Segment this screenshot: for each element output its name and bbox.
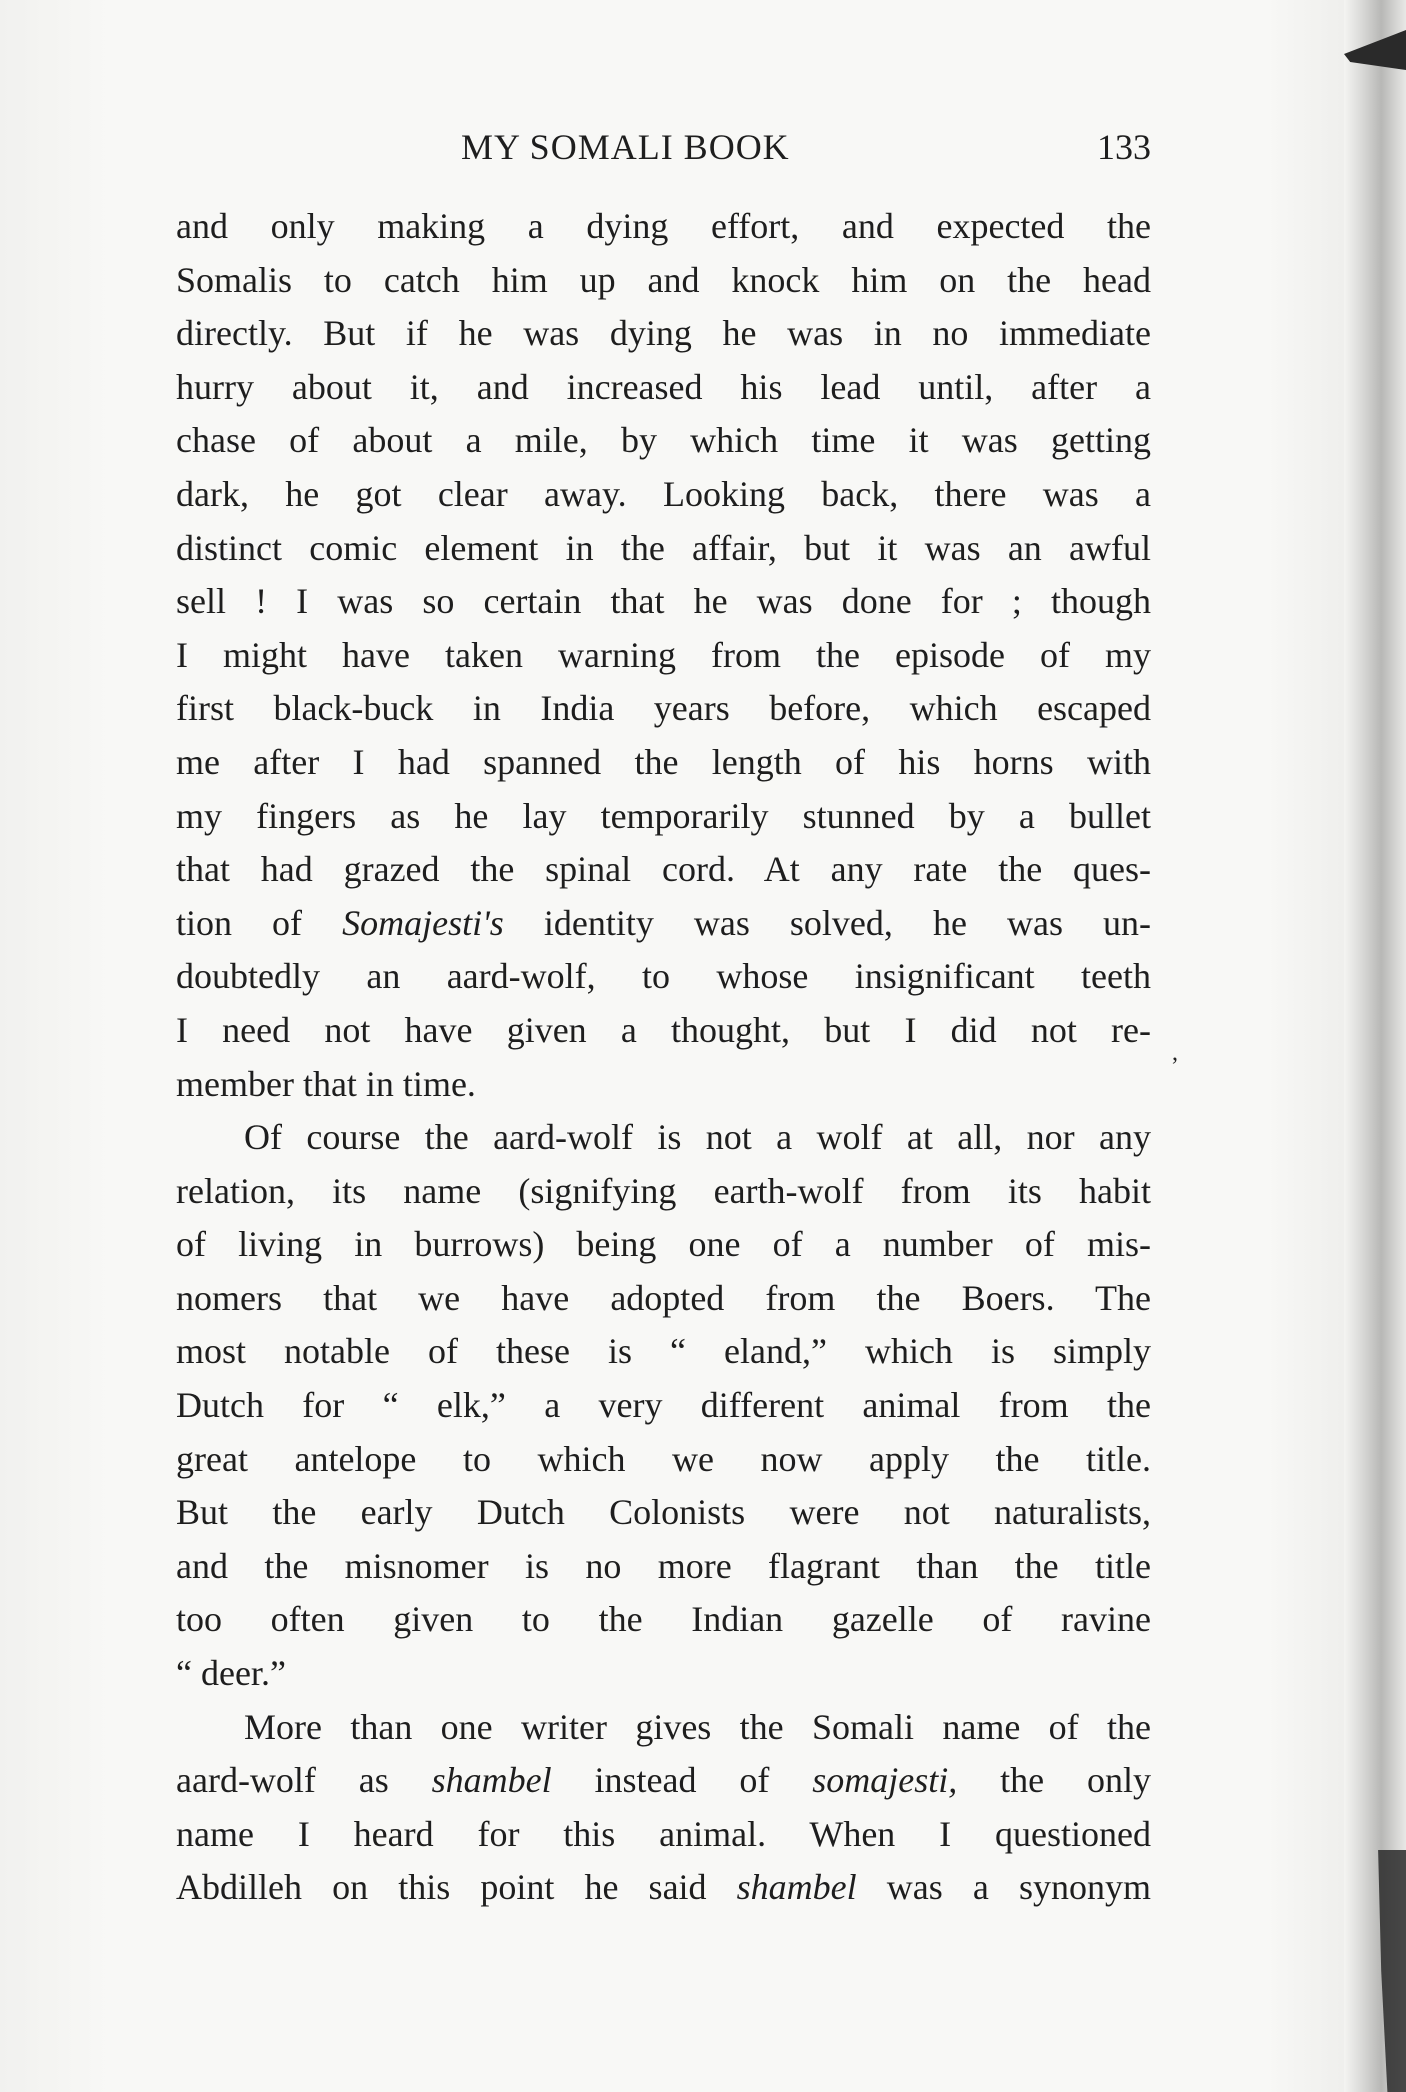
page-number: 133 (1097, 127, 1151, 167)
text-line: nomers that we have adopted from the Boers. The (176, 1277, 1151, 1318)
text-run: tion of (176, 902, 343, 943)
text-run: the only (957, 1760, 1151, 1801)
text-line: Dutch for “ elk,” a very different animal from the (176, 1385, 1151, 1426)
text-run: identity was solved, he was un- (503, 902, 1151, 943)
text-run: instead of (551, 1760, 813, 1801)
text-line: relation, its name (signifying earth-wolf from its habit (176, 1170, 1151, 1211)
text-line (176, 1861, 1151, 1915)
text-line: Of course the aard-wolf is not a wolf at all, nor any (244, 1117, 1151, 1158)
text-line: name I heard for this animal. When I questioned (176, 1813, 1151, 1854)
text-line: member that in time. (176, 1063, 476, 1104)
text-line: chase of about a mile, by which time it was getting (176, 420, 1151, 461)
text-line: that had grazed the spinal cord. At any rate the ques- (176, 849, 1151, 890)
text-line: of living in burrows) being one of a number of mis- (176, 1224, 1151, 1265)
italic-term: shambel (736, 1867, 857, 1908)
text-line: distinct comic element in the affair, but it was an awful (176, 527, 1151, 568)
text-line: and the misnomer is no more flagrant than the title (176, 1545, 1151, 1586)
text-line: and only making a dying effort, and expected the (176, 206, 1151, 246)
text-line: most notable of these is “ eland,” which is simply (176, 1331, 1151, 1372)
text-line: great antelope to which we now apply the title. (176, 1438, 1151, 1479)
page-body (176, 200, 1151, 1915)
text-line: sell ! I was so certain that he was done for ; though (176, 581, 1151, 622)
text-run: Abdilleh on this point he said (176, 1867, 737, 1908)
text-line: first black-buck in India years before, which escaped (176, 688, 1151, 729)
italic-term: Somajesti's (342, 902, 504, 943)
text-line: More than one writer gives the Somali name of the (244, 1706, 1151, 1747)
text-line: But the early Dutch Colonists were not naturalists, (176, 1492, 1151, 1533)
page-header (176, 126, 1151, 170)
running-title: MY SOMALI BOOK (461, 127, 790, 167)
text-line: me after I had spanned the length of his horns with (176, 741, 1151, 782)
text-line: Somalis to catch him up and knock him on the head (176, 259, 1151, 300)
text-line: doubtedly an aard-wolf, to whose insignificant teeth (176, 956, 1151, 997)
text-line: hurry about it, and increased his lead until, after a (176, 366, 1151, 407)
text-line: “ deer.” (176, 1653, 286, 1694)
margin-mark: , (1172, 1040, 1178, 1066)
italic-term: shambel (431, 1760, 552, 1801)
text-line (176, 897, 1151, 951)
text-line (176, 1754, 1151, 1808)
text-line: my fingers as he lay temporarily stunned by a bullet (176, 795, 1151, 836)
text-line: I need not have given a thought, but I did not re- (176, 1009, 1151, 1050)
italic-term: somajesti, (812, 1760, 958, 1801)
text-line: directly. But if he was dying he was in no immediate (176, 313, 1151, 354)
text-run: aard-wolf as (176, 1760, 432, 1801)
page-edge (1344, 0, 1406, 2092)
text-line: too often given to the Indian gazelle of ravine (176, 1599, 1151, 1640)
text-run: was a synonym (856, 1867, 1151, 1908)
text-line: I might have taken warning from the episode of my (176, 634, 1151, 675)
text-line: dark, he got clear away. Looking back, there was a (176, 473, 1151, 514)
